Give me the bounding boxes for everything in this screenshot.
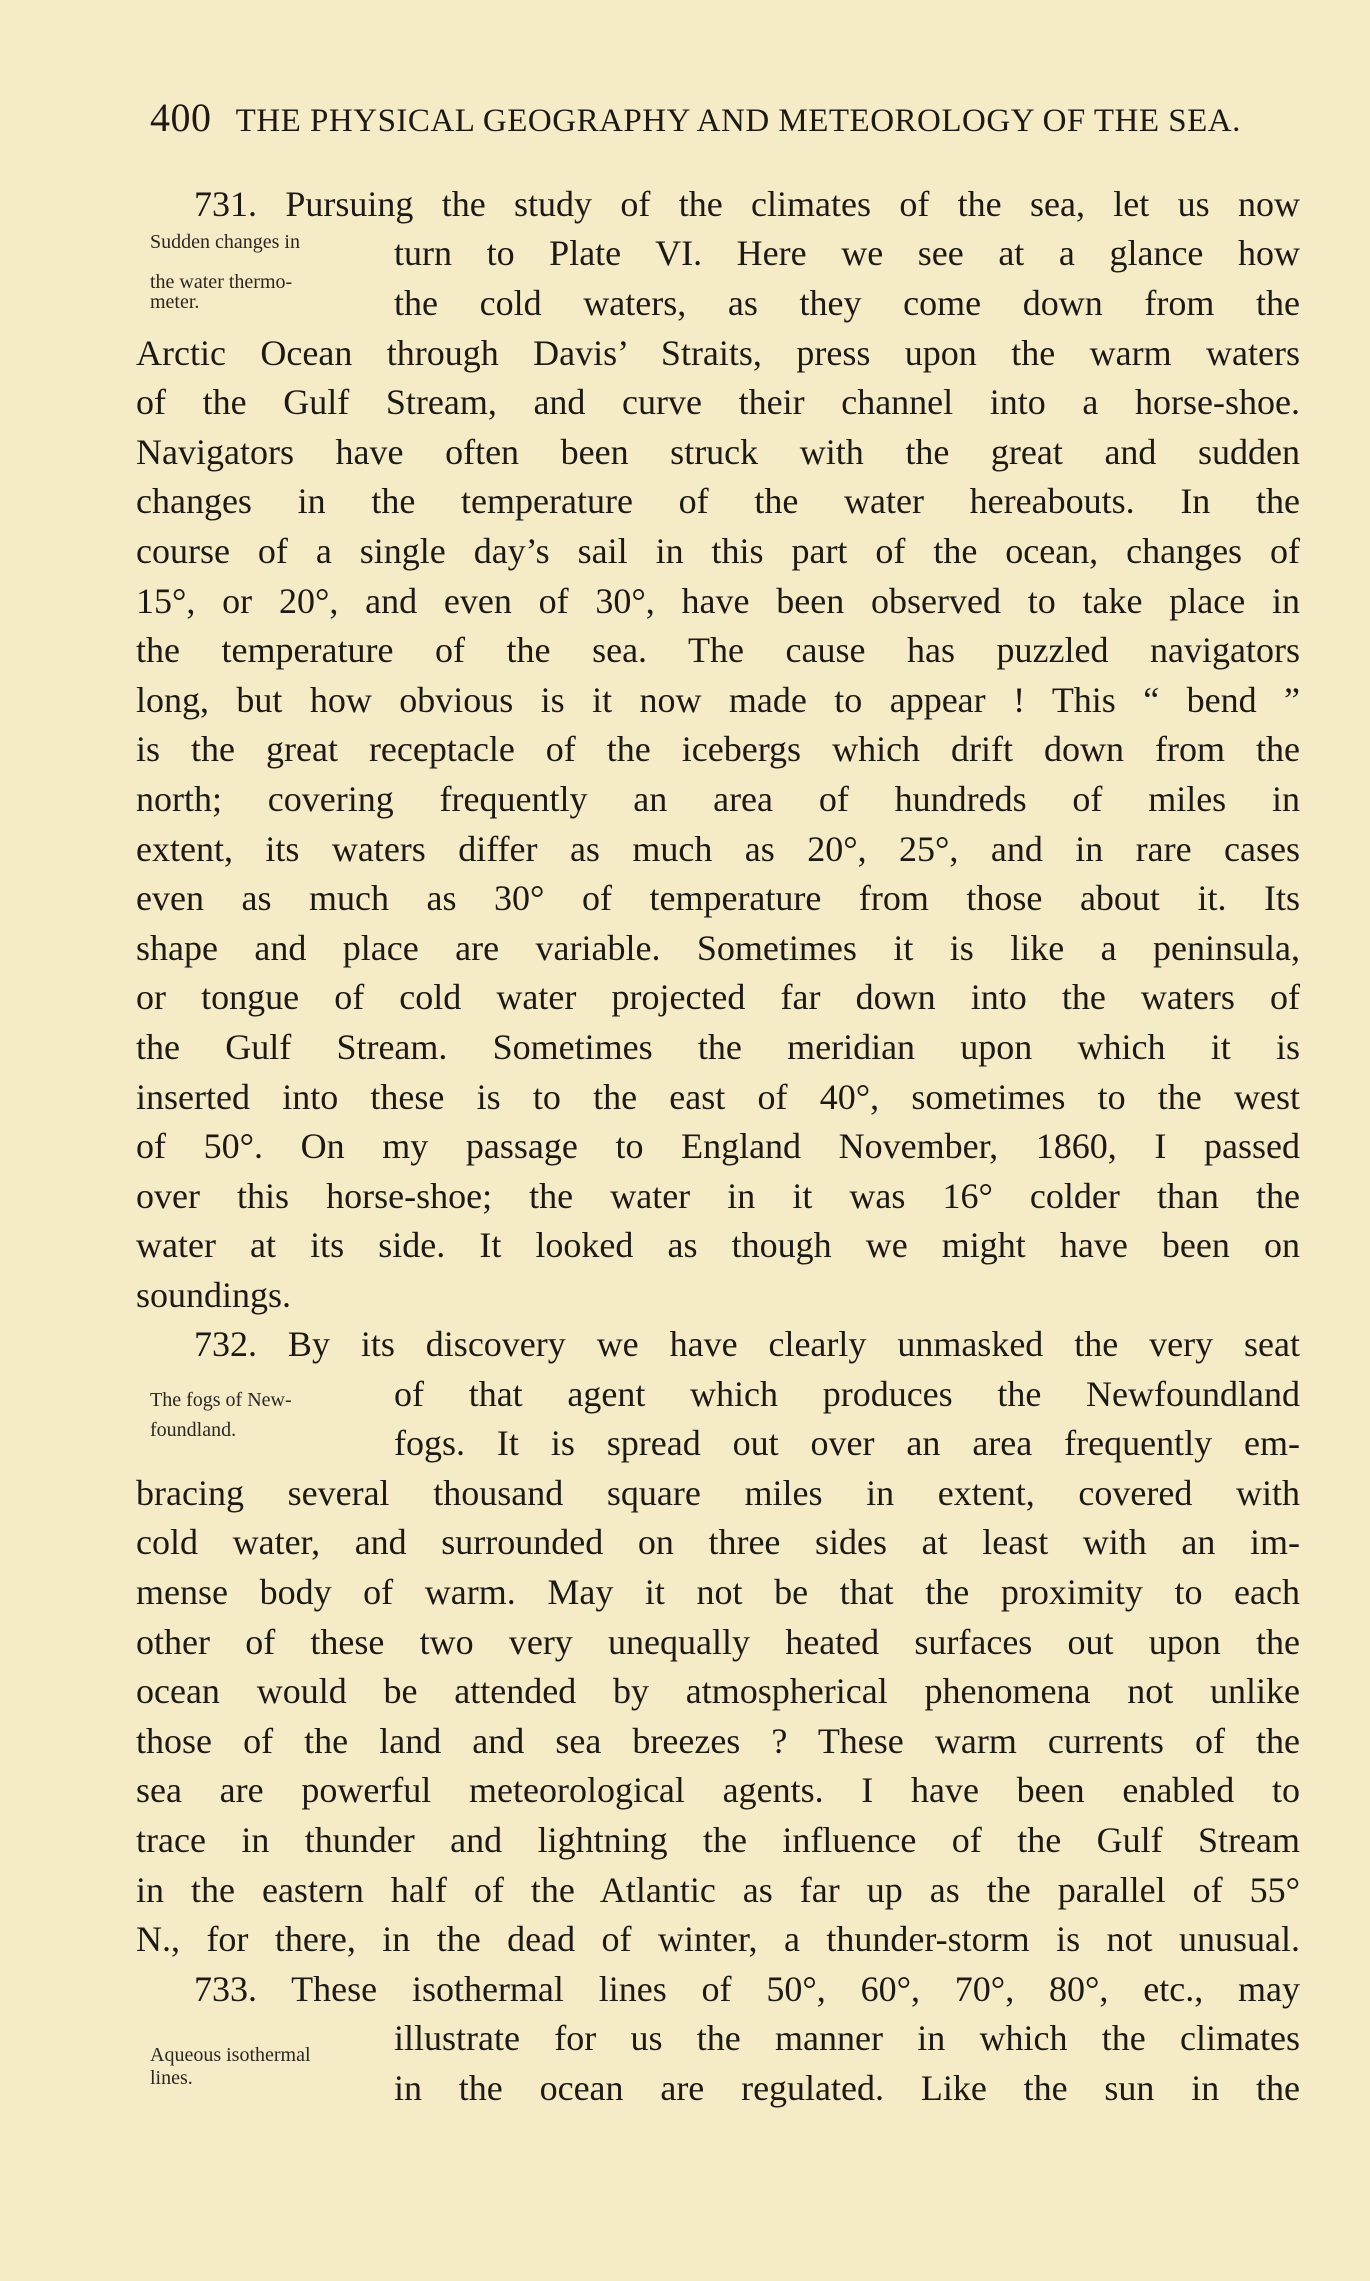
running-title: THE PHYSICAL GEOGRAPHY AND METEOROLOGY OF THE SEA. bbox=[235, 103, 1241, 139]
text-line: mense body of warm. May it not be that the proximity to each bbox=[136, 1572, 1300, 1612]
text-line: N., for there, in the dead of winter, a thunder-storm is not unusual. bbox=[136, 1919, 1300, 1959]
text-line: or tongue of cold water projected far down into the waters of bbox=[136, 977, 1300, 1017]
running-header bbox=[150, 94, 1240, 141]
text-line: in the ocean are regulated. Like the sun in the bbox=[394, 2068, 1300, 2108]
text-line: extent, its waters differ as much as 20°, 25°, and in rare cases bbox=[136, 829, 1300, 869]
sidenote: lines. bbox=[150, 2067, 193, 2089]
sidenote: Sudden changes in bbox=[150, 231, 300, 253]
sidenote: foundland. bbox=[150, 1419, 237, 1441]
text-line: soundings. bbox=[136, 1275, 292, 1315]
text-line: shape and place are variable. Sometimes it is like a peninsula, bbox=[136, 928, 1300, 968]
text-line: Arctic Ocean through Davis’ Straits, press upon the warm waters bbox=[136, 333, 1300, 373]
text-line: Navigators have often been struck with the great and sudden bbox=[136, 432, 1300, 472]
text-line: those of the land and sea breezes ? These warm currents of the bbox=[136, 1721, 1300, 1761]
text-line: illustrate for us the manner in which the climates bbox=[394, 2018, 1300, 2058]
text-line: long, but how obvious is it now made to appear ! This “ bend ” bbox=[136, 680, 1300, 720]
text-line: even as much as 30° of temperature from those about it. Its bbox=[136, 878, 1300, 918]
text-line: trace in thunder and lightning the influence of the Gulf Stream bbox=[136, 1820, 1300, 1860]
text-line: water at its side. It looked as though we might have been on bbox=[136, 1225, 1300, 1265]
text-line: is the great receptacle of the icebergs which drift down from the bbox=[136, 729, 1300, 769]
text-line: north; covering frequently an area of hundreds of miles in bbox=[136, 779, 1300, 819]
text-line: bracing several thousand square miles in extent, covered with bbox=[136, 1473, 1300, 1513]
sidenote: Aqueous isothermal bbox=[150, 2044, 311, 2066]
text-line: cold water, and surrounded on three sides at least with an im- bbox=[136, 1522, 1300, 1562]
text-line: of the Gulf Stream, and curve their channel into a horse-shoe. bbox=[136, 382, 1300, 422]
text-line: the Gulf Stream. Sometimes the meridian upon which it is bbox=[136, 1027, 1300, 1067]
sidenote: the water thermo- bbox=[150, 271, 293, 293]
text-line: of 50°. On my passage to England November, 1860, I passed bbox=[136, 1126, 1300, 1166]
page-number: 400 bbox=[150, 95, 212, 140]
text-line: turn to Plate VI. Here we see at a glance how bbox=[394, 233, 1300, 273]
text-line: of that agent which produces the Newfoundland bbox=[394, 1374, 1300, 1414]
text-line: 731. Pursuing the study of the climates of the sea, let us now bbox=[194, 184, 1300, 224]
text-line: in the eastern half of the Atlantic as far up as the parallel of 55° bbox=[136, 1870, 1300, 1910]
text-line: 733. These isothermal lines of 50°, 60°, 70°, 80°, etc., may bbox=[194, 1969, 1300, 2009]
text-line: sea are powerful meteorological agents. I have been enabled to bbox=[136, 1770, 1300, 1810]
sidenote: meter. bbox=[150, 291, 200, 313]
text-line: other of these two very unequally heated surfaces out upon the bbox=[136, 1622, 1300, 1662]
text-line: fogs. It is spread out over an area frequently em- bbox=[394, 1423, 1300, 1463]
sidenote: The fogs of New- bbox=[150, 1389, 292, 1411]
text-line: over this horse-shoe; the water in it was 16° colder than the bbox=[136, 1176, 1300, 1216]
text-line: changes in the temperature of the water hereabouts. In the bbox=[136, 481, 1300, 521]
text-line: 15°, or 20°, and even of 30°, have been observed to take place in bbox=[136, 581, 1300, 621]
text-line: 732. By its discovery we have clearly unmasked the very seat bbox=[194, 1324, 1300, 1364]
text-line: ocean would be attended by atmospherical phenomena not unlike bbox=[136, 1671, 1300, 1711]
text-line: course of a single day’s sail in this part of the ocean, changes of bbox=[136, 531, 1300, 571]
text-line: inserted into these is to the east of 40°, sometimes to the west bbox=[136, 1077, 1300, 1117]
text-line: the cold waters, as they come down from the bbox=[394, 283, 1300, 323]
text-line: the temperature of the sea. The cause has puzzled navigators bbox=[136, 630, 1300, 670]
